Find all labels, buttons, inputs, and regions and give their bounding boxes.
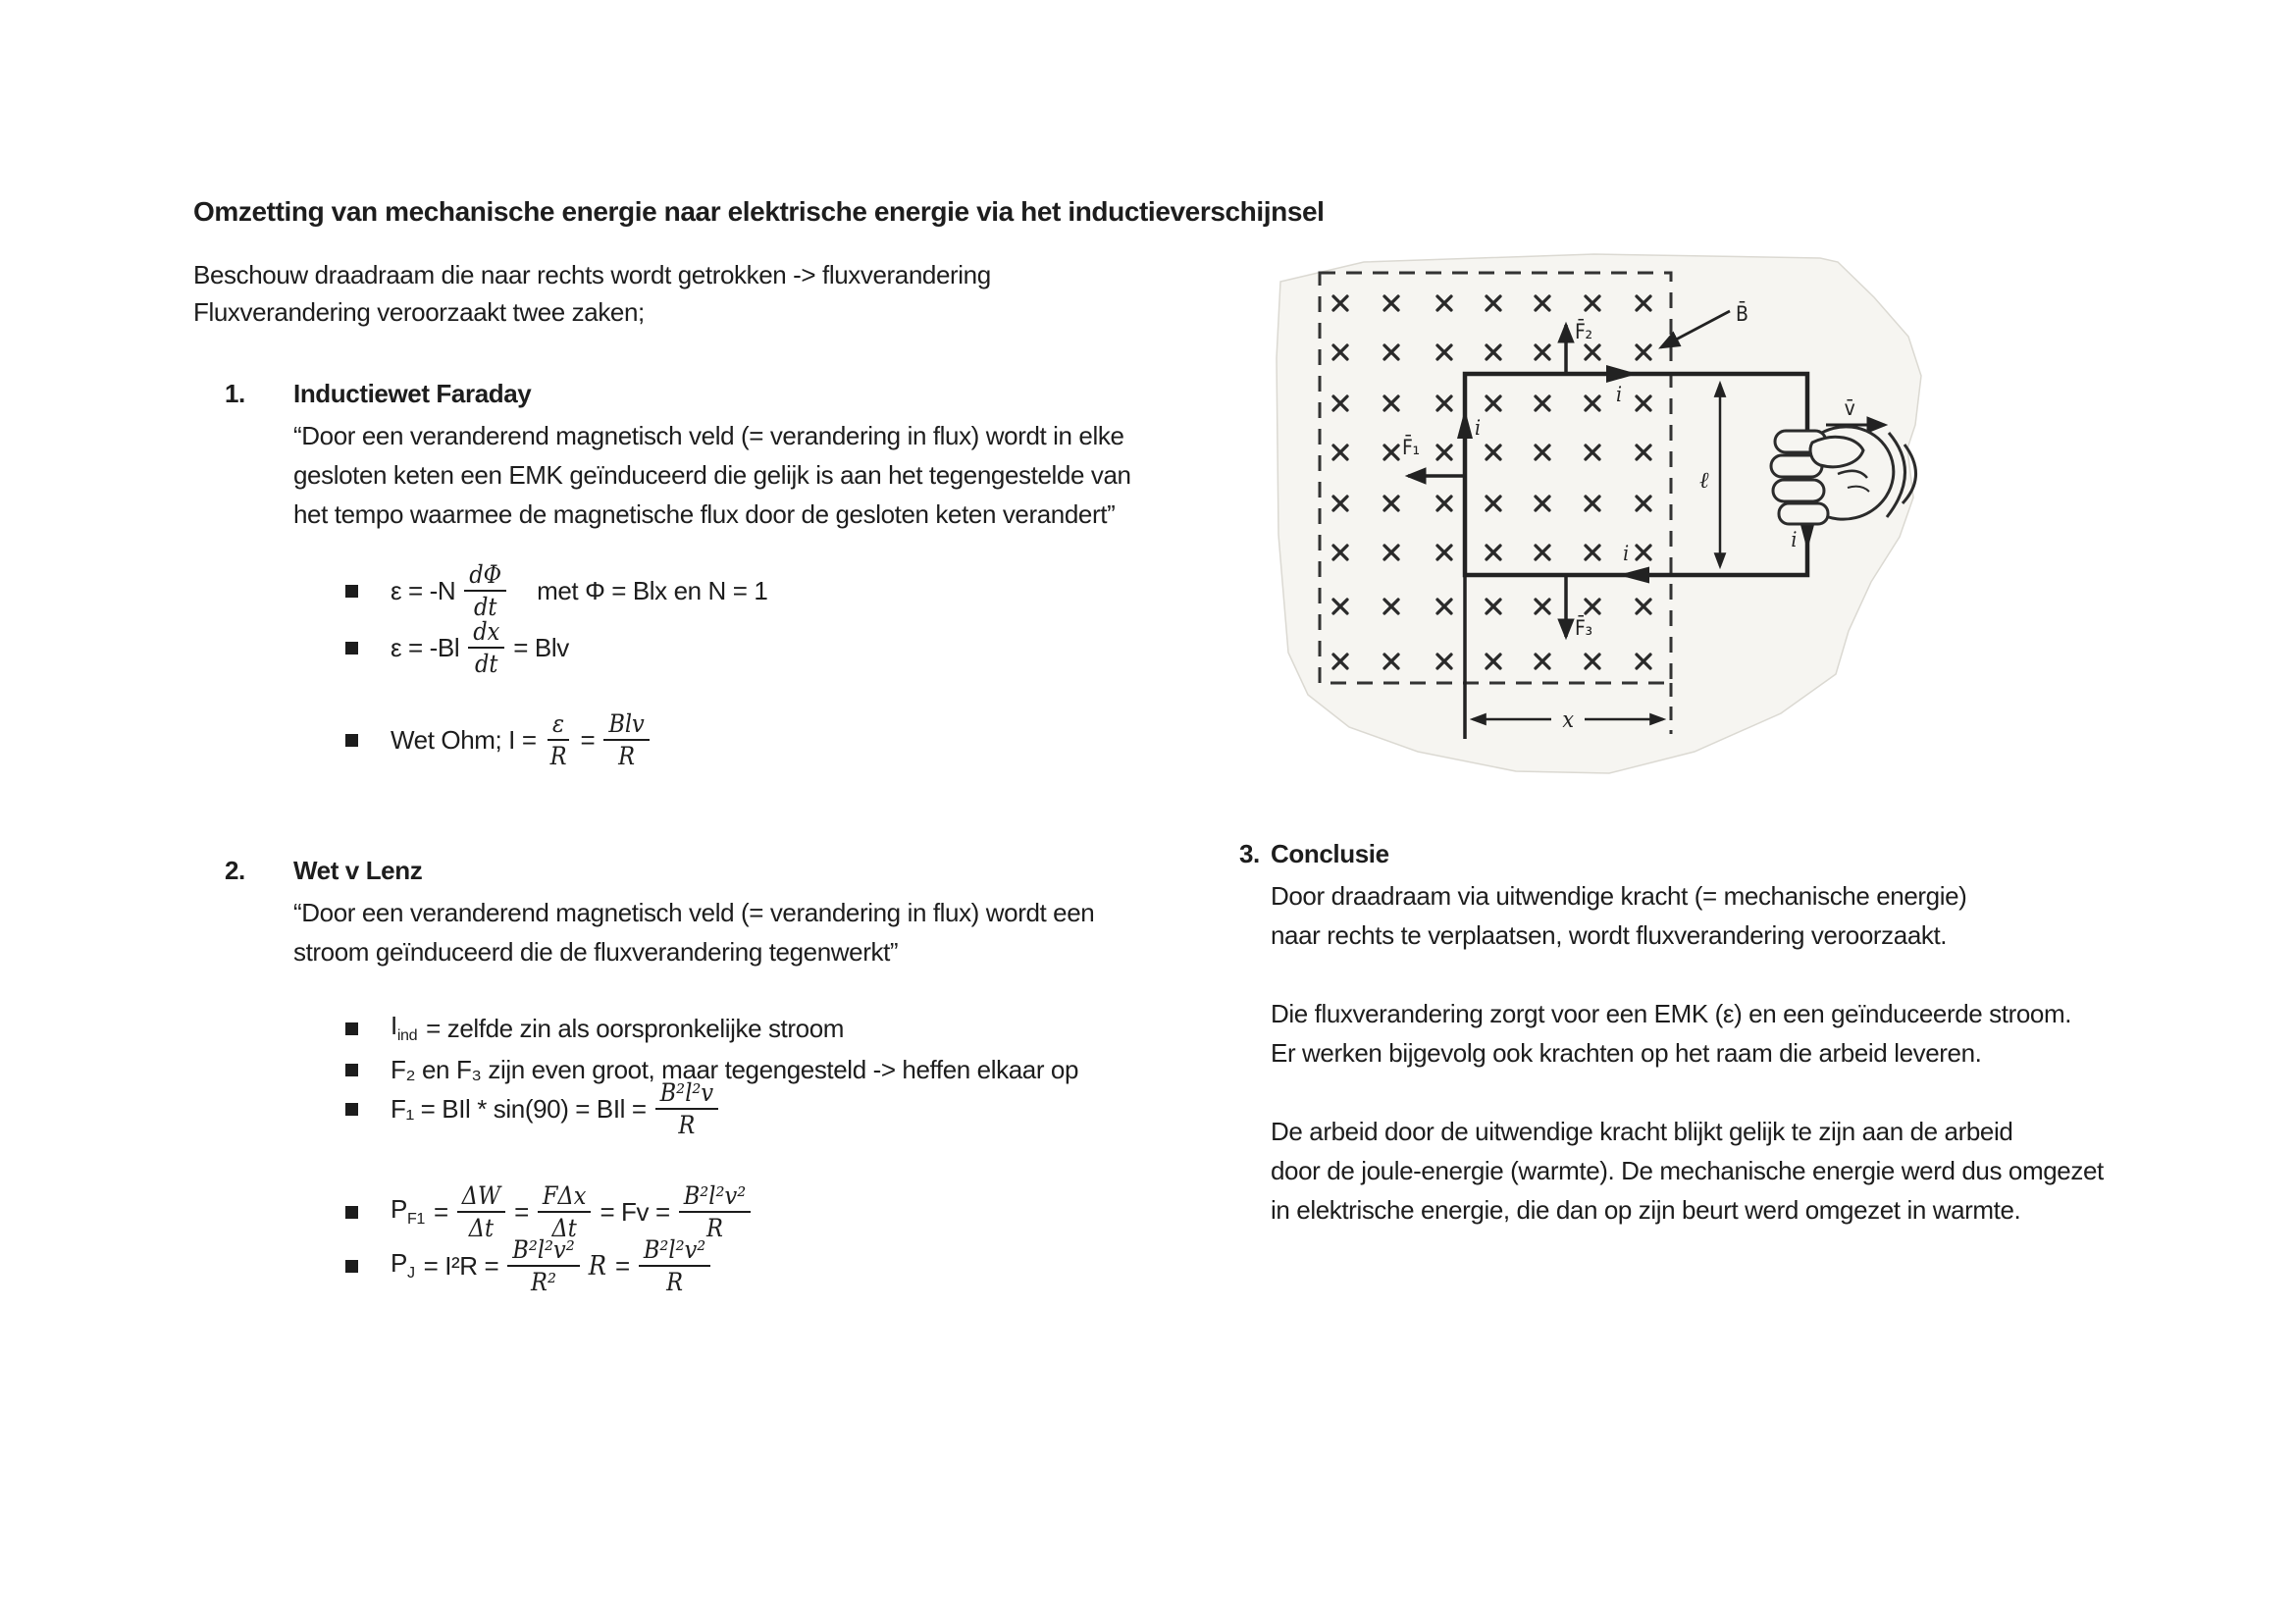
paragraph-line: door de joule-energie (warmte). De mechanische energie werd dus omgezet [1271, 1156, 2104, 1185]
formula-mid: R [588, 1250, 607, 1282]
fraction: $\frac{\varepsilon}{R}$ [546, 709, 572, 771]
formula-pre: ε = -Bl [391, 632, 460, 662]
formula-pre: ε = -N [391, 575, 456, 605]
fraction: $\frac{\text{B²l²v²}}{R}$ [679, 1181, 751, 1243]
formula-pre: F₁ = BIl * sin(90) = BIl = [391, 1093, 647, 1124]
section1-number: 1. [225, 379, 245, 408]
formula-mid: = Fv = [600, 1196, 670, 1227]
bullet-induced-current [345, 1007, 844, 1050]
current-label-top: i [1616, 383, 1622, 406]
symbol-with-sub: $P_{F1}$ [391, 1194, 425, 1229]
quote-line: “Door een veranderend magnetisch veld (= verandering in flux) wordt in elke [293, 421, 1124, 450]
bullet-power-joule [345, 1228, 710, 1304]
section2-heading: Wet v Lenz [293, 856, 423, 885]
equals-sign: = [433, 1196, 448, 1227]
bullet-square-icon [345, 1260, 358, 1273]
bullet-square-icon [345, 734, 358, 747]
fraction: $\frac{d\Phi}{dt}$ [464, 560, 506, 622]
bullet-square-icon [345, 642, 358, 655]
fraction: $\frac{\text{B²l²v²}}{R}$ [639, 1235, 710, 1297]
paragraph-line: in elektrische energie, die dan op zijn beurt werd omgezet in warmte. [1271, 1195, 2021, 1225]
equals-sign: = [615, 1250, 630, 1281]
current-label-left: i [1475, 416, 1481, 440]
quote-line: gesloten keten een EMK geïnduceerd die gelijk is aan het tegengestelde van [293, 460, 1131, 490]
intro-paragraph [193, 256, 991, 331]
bullet-ohm-law [345, 703, 650, 777]
induction-diagram [1271, 240, 1957, 790]
fraction: $\frac{dx}{dt}$ [468, 617, 504, 679]
paragraph-line: Door draadraam via uitwendige kracht (= mechanische energie) [1271, 881, 1967, 911]
bullet-faraday-blv [345, 611, 569, 684]
fraction: $\frac{\text{Blv}}{R}$ [603, 709, 649, 771]
formula-post: met Φ = Blx en N = 1 [537, 575, 768, 605]
intro-line: Beschouw draadraam die naar rechts wordt getrokken -> fluxverandering [193, 260, 991, 289]
current-label-bottom: i [1623, 542, 1629, 565]
field-b-label: B̄ [1736, 302, 1748, 326]
fraction: $\frac{\Delta W}{\Delta t}$ [457, 1181, 505, 1243]
bullet-square-icon [345, 1206, 358, 1219]
paragraph-line: Er werken bijgevolg ook krachten op het raam die arbeid leveren. [1271, 1038, 1982, 1068]
conclusion-paragraph-1 [1271, 876, 1966, 955]
quote-line: het tempo waarmee de magnetische flux door de gesloten keten verandert” [293, 499, 1116, 529]
conclusion-paragraph-3 [1271, 1112, 2104, 1230]
section1-heading: Inductiewet Faraday [293, 379, 532, 408]
paragraph-line: Die fluxverandering zorgt voor een EMK (ε) en een geïnduceerde stroom. [1271, 999, 2072, 1028]
bullet-square-icon [345, 1103, 358, 1116]
section3-number: 3. [1239, 839, 1260, 868]
paragraph-line: naar rechts te verplaatsen, wordt fluxverandering veroorzaakt. [1271, 920, 1948, 950]
intro-line: Fluxverandering veroorzaakt twee zaken; [193, 297, 645, 327]
quote-line: stroom geïnduceerd die de fluxverandering tegenwerkt” [293, 937, 899, 967]
section2-quote [293, 893, 1094, 971]
paragraph-line: De arbeid door de uitwendige kracht blijkt gelijk te zijn aan de arbeid [1271, 1117, 2013, 1146]
section3-heading: Conclusie [1271, 839, 1389, 868]
current-label-right: i [1791, 528, 1797, 551]
fraction: $\frac{\text{B²l²v}}{R}$ [655, 1078, 718, 1140]
length-label: ℓ [1698, 468, 1708, 494]
section2-number: 2. [225, 856, 245, 885]
force-f1-label: F̄₁ [1402, 436, 1420, 459]
formula-pre: = I²R = [423, 1250, 499, 1281]
symbol-with-sub: $P_J$ [391, 1248, 415, 1283]
formula-pre: Wet Ohm; I = [391, 724, 537, 755]
bullet-square-icon [345, 585, 358, 598]
bullet-force-f1 [345, 1074, 718, 1144]
bullet-text: = zelfde zin als oorspronkelijke stroom [426, 1013, 845, 1043]
symbol-with-sub: $I_{ind}$ [391, 1011, 418, 1045]
formula-post: = Blv [513, 632, 569, 662]
fraction: $\frac{\text{B²l²v²}}{\text{R²}}$ [507, 1235, 579, 1297]
document-title: Omzetting van mechanische energie naar elektrische energie via het inductieverschijnsel [193, 196, 1325, 227]
force-f3-label: F̄₃ [1575, 616, 1592, 640]
fraction: $\frac{\text{FΔx}}{\Delta t}$ [538, 1181, 592, 1243]
bullet-text: F₂ en F₃ zijn even groot, maar tegengesteld -> heffen elkaar op [391, 1054, 1079, 1084]
equals-sign: = [580, 724, 596, 755]
conclusion-paragraph-2 [1271, 994, 2071, 1073]
equals-sign: = [514, 1196, 529, 1227]
quote-line: “Door een veranderend magnetisch veld (= verandering in flux) wordt een [293, 898, 1095, 927]
force-f2-label: F̄₂ [1575, 320, 1592, 343]
x-label: x [1562, 707, 1574, 733]
velocity-label: v̄ [1844, 396, 1855, 420]
section1-quote [293, 416, 1131, 534]
bullet-square-icon [345, 1022, 358, 1035]
